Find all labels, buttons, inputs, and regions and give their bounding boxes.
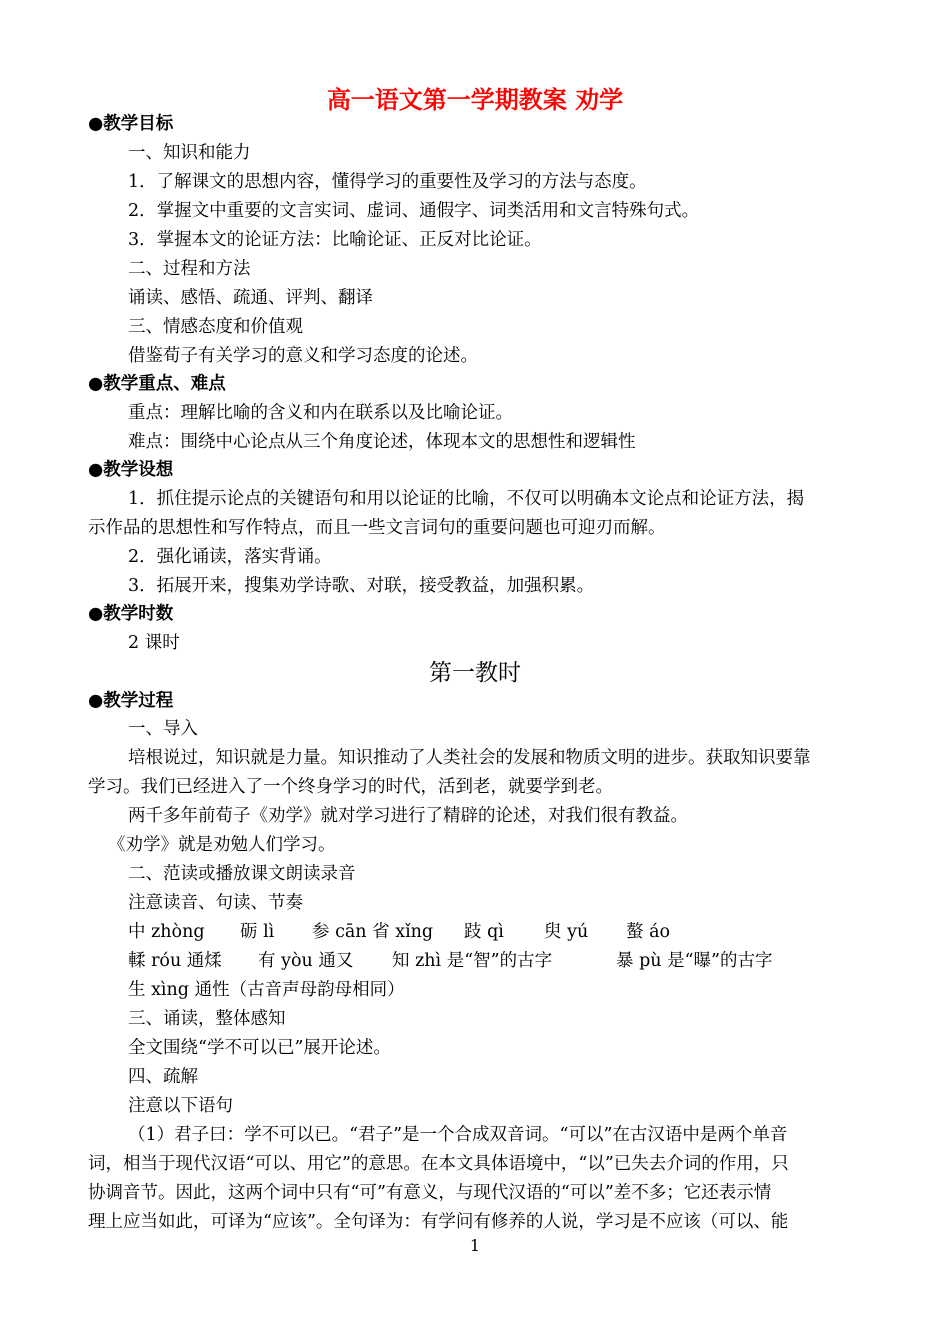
- pronunciation-row-1: [128, 918, 868, 947]
- explain-paragraph-b: 词，相当于现代汉语“可以、用它”的意思。在本文具体语境中，“以”已失去介词的作用，只: [88, 1154, 789, 1174]
- process-heading: ●教学过程: [88, 691, 174, 711]
- pron-item: 跂 qì: [464, 922, 504, 942]
- pronunciation-note: 注意读音、句读、节奏: [128, 893, 303, 913]
- pron-item: 知 zhì 是“智”的古字: [392, 951, 553, 971]
- design-item-3: 3．拓展开来，搜集劝学诗歌、对联，接受教益，加强积累。: [128, 576, 595, 596]
- intro-paragraph-2: 两千多年前荀子《劝学》就对学习进行了精辟的论述，对我们很有教益。: [128, 806, 688, 826]
- explain-paragraph-d: 理上应当如此，可译为“应该”。全句译为：有学问有修养的人说，学习是不应该（可以、能: [88, 1212, 789, 1232]
- design-heading: ●教学设想: [88, 460, 174, 480]
- pron-item: 砺 lì: [240, 922, 275, 942]
- design-item-1b: 示作品的思想性和写作特点，而且一些文言词句的重要问题也可迎刃而解。: [88, 518, 666, 538]
- pronunciation-row-3: 生 xìng 通性（古音声母韵母相同）: [128, 980, 405, 1000]
- step-2-heading: 二、范读或播放课文朗读录音: [128, 864, 356, 884]
- focus-text: 重点：理解比喻的含义和内在联系以及比喻论证。: [128, 403, 513, 423]
- pron-item: 臾 yú: [544, 922, 589, 942]
- hours-value: 2 课时: [128, 633, 180, 653]
- pron-item: 螯 áo: [626, 922, 671, 942]
- knowledge-item-3: 3．掌握本文的论证方法：比喻论证、正反对比论证。: [128, 230, 542, 250]
- page-title: 高一语文第一学期教案 劝学: [326, 86, 624, 114]
- step-1-heading: 一、导入: [128, 719, 198, 739]
- pron-item: 参 cān 省 xǐng: [312, 922, 434, 942]
- knowledge-heading: 一、知识和能力: [128, 143, 251, 163]
- process-method-heading: 二、过程和方法: [128, 259, 251, 279]
- page-number: 1: [469, 1236, 481, 1255]
- overall-text: 全文围绕“学不可以已”展开论述。: [128, 1038, 391, 1058]
- explain-note: 注意以下语句: [128, 1096, 233, 1116]
- difficulty-text: 难点：围绕中心论点从三个角度论述，体现本文的思想性和逻辑性: [128, 432, 636, 452]
- pronunciation-row-2: [128, 947, 868, 976]
- lesson-title: 第一教时: [429, 660, 521, 686]
- hours-heading: ●教学时数: [88, 604, 174, 624]
- pron-item: 中 zhòng: [128, 922, 205, 942]
- knowledge-item-1: 1．了解课文的思想内容，懂得学习的重要性及学习的方法与态度。: [128, 172, 647, 192]
- step-3-heading: 三、诵读，整体感知: [128, 1009, 286, 1029]
- pron-item: 有 yòu 通又: [258, 951, 354, 971]
- emotion-text: 借鉴荀子有关学习的意义和学习态度的论述。: [128, 346, 478, 366]
- step-4-heading: 四、疏解: [128, 1067, 198, 1087]
- intro-paragraph-3: 《劝学》就是劝勉人们学习。: [108, 835, 336, 855]
- emotion-heading: 三、情感态度和价值观: [128, 317, 303, 337]
- design-item-1a: 1．抓住提示论点的关键语句和用以论证的比喻，不仅可以明确本文论点和论证方法，揭: [128, 489, 805, 509]
- process-method-text: 诵读、感悟、疏通、评判、翻译: [128, 288, 373, 308]
- explain-paragraph-c: 协调音节。因此，这两个词中只有“可”有意义，与现代汉语的“可以”差不多；它还表示情: [88, 1183, 772, 1203]
- pron-item: 暴 pù 是“曝”的古字: [616, 951, 773, 971]
- key-points-heading: ●教学重点、难点: [88, 374, 226, 394]
- intro-paragraph-1b: 学习。我们已经进入了一个终身学习的时代，活到老，就要学到老。: [88, 777, 613, 797]
- design-item-2: 2．强化诵读，落实背诵。: [128, 547, 332, 567]
- knowledge-item-2: 2．掌握文中重要的文言实词、虚词、通假字、词类活用和文言特殊句式。: [128, 201, 700, 221]
- intro-paragraph-1a: 培根说过，知识就是力量。知识推动了人类社会的发展和物质文明的进步。获取知识要靠: [128, 748, 811, 768]
- goals-heading: ●教学目标: [88, 114, 174, 134]
- pron-item: 輮 róu 通煣: [128, 951, 222, 971]
- explain-paragraph-a: （1）君子曰：学不可以已。“君子”是一个合成双音词。“可以”在古汉语中是两个单音: [128, 1125, 788, 1145]
